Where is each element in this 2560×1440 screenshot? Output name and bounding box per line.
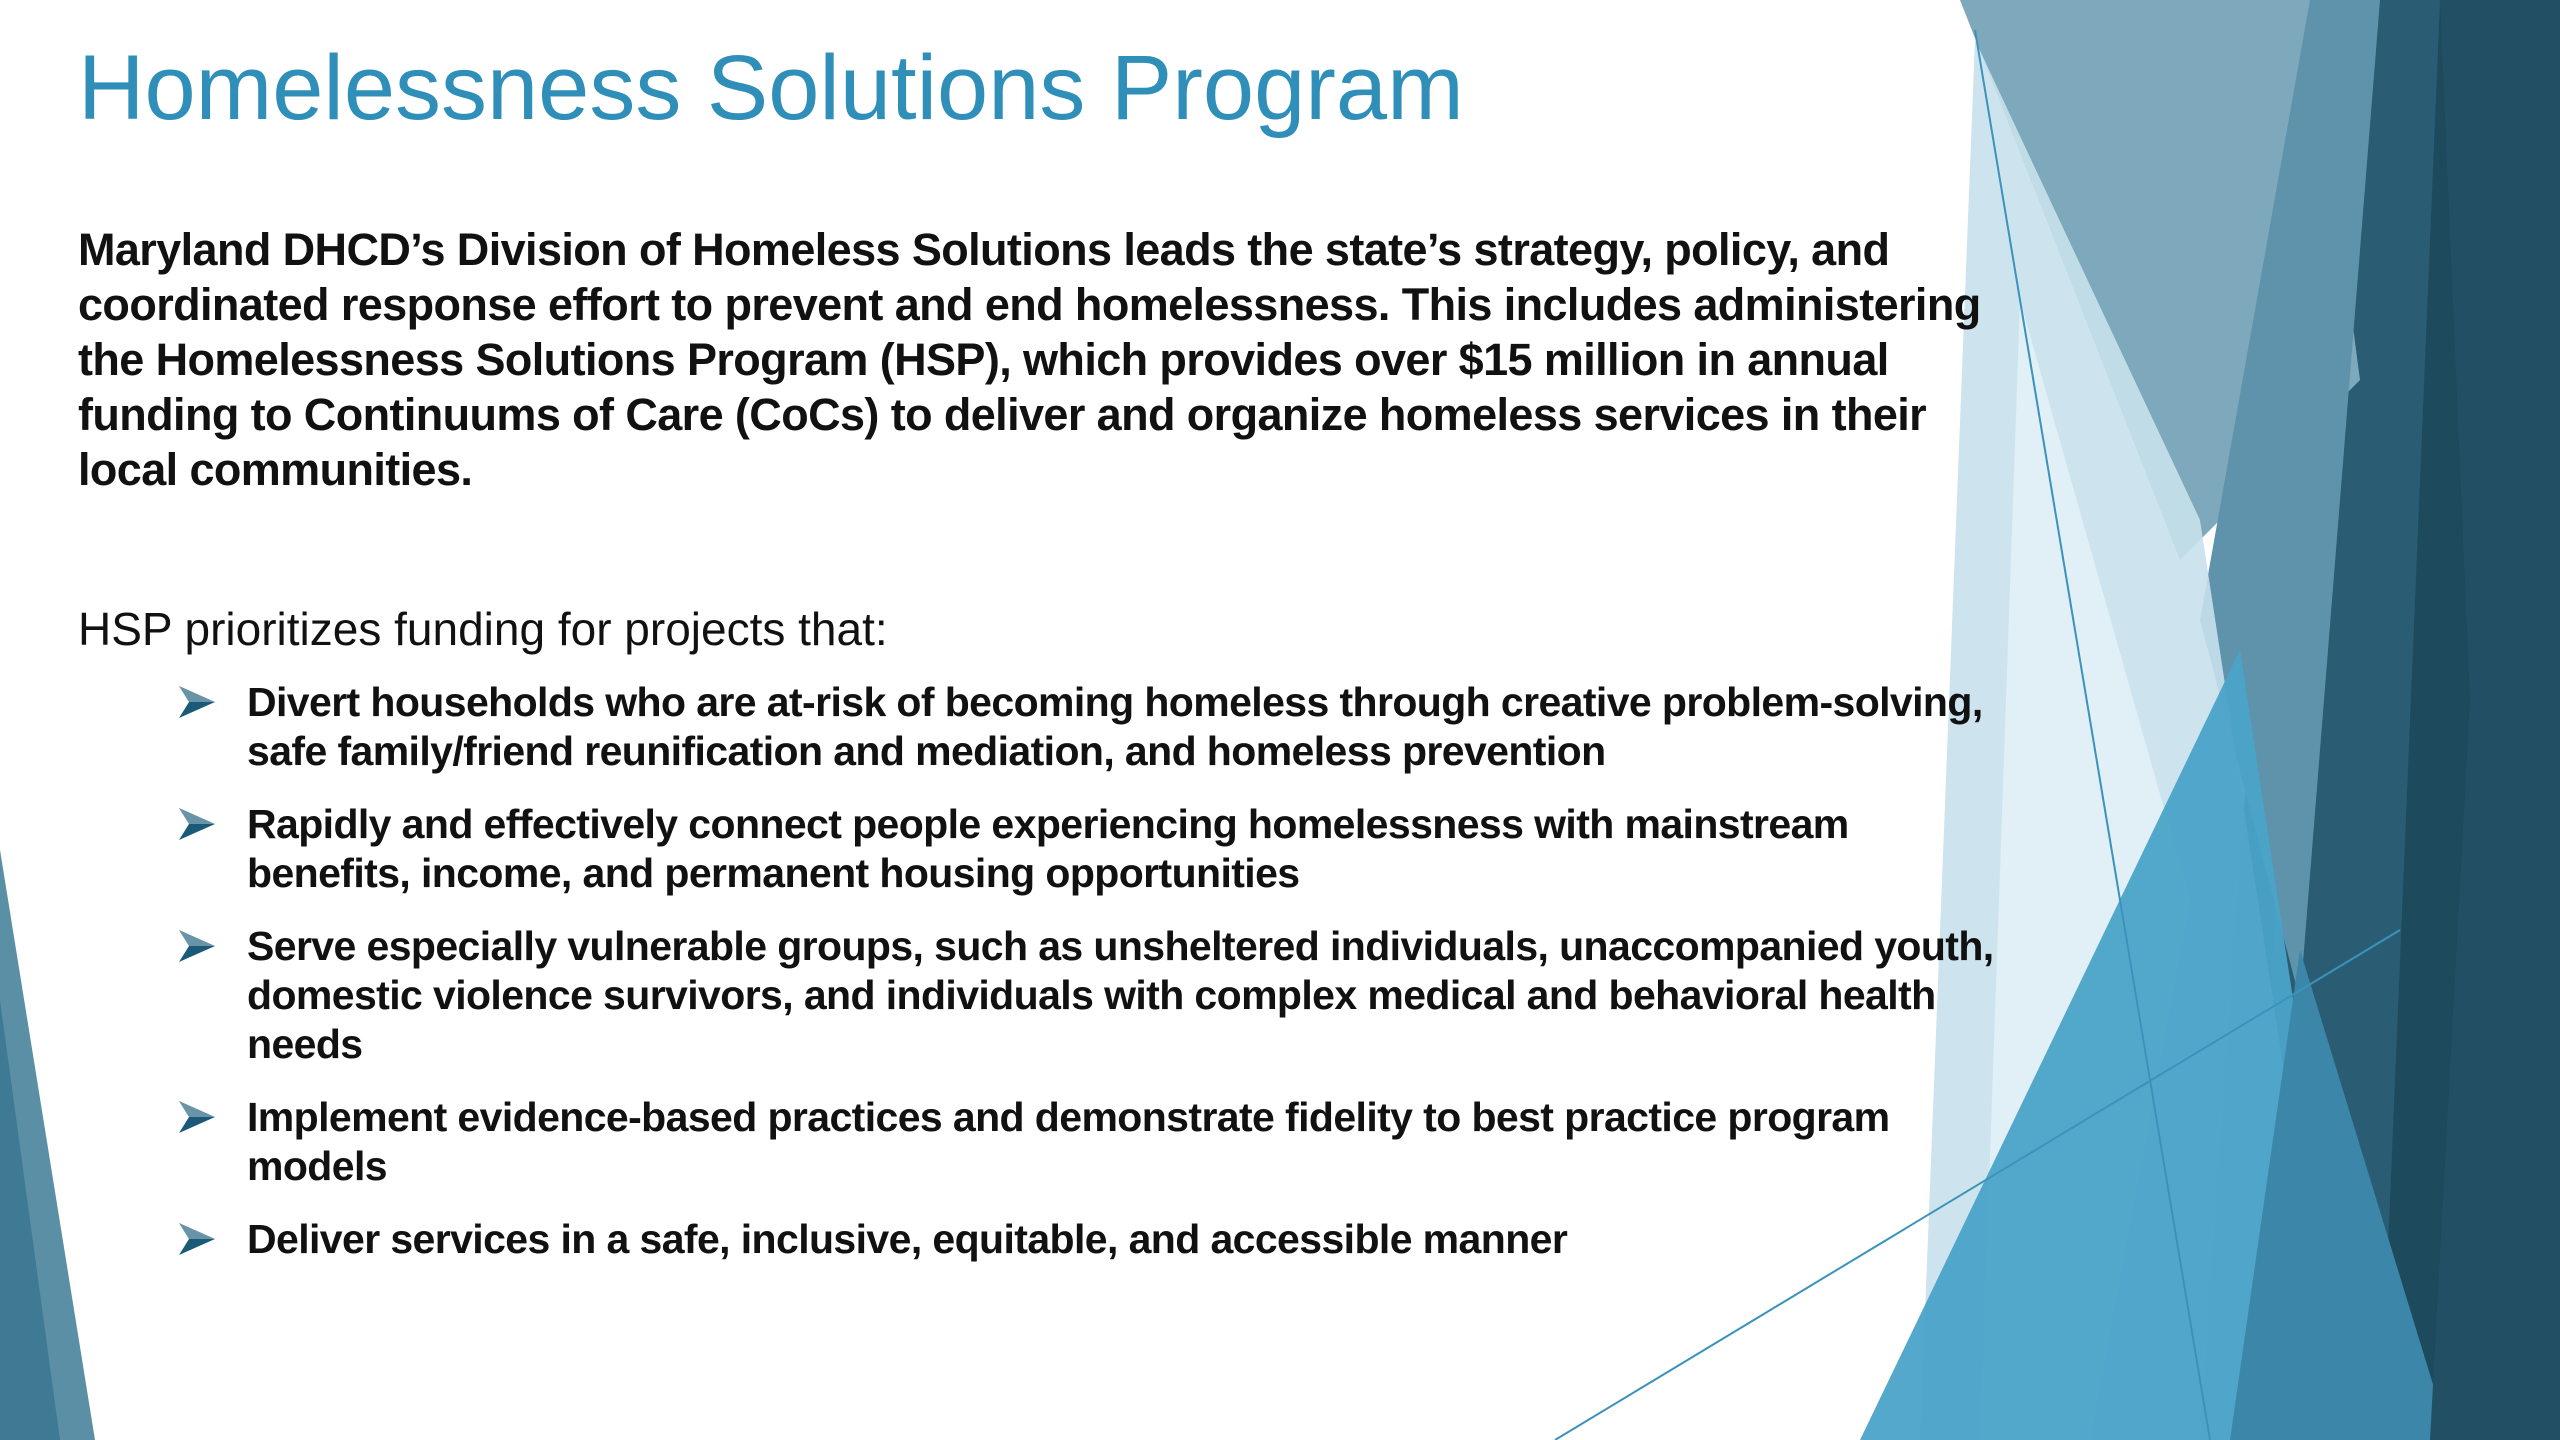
list-item bbox=[175, 1093, 2015, 1191]
arrow-bullet-icon bbox=[175, 680, 219, 724]
list-item-text: Rapidly and effectively connect people experiencing homelessness with mainstream benefits, income, and permanent housing opportunities bbox=[247, 801, 1849, 896]
arrow-bullet-icon bbox=[175, 924, 219, 968]
priorities-list bbox=[175, 678, 2015, 1288]
list-item-text: Implement evidence-based practices and demonstrate fidelity to best practice program models bbox=[247, 1094, 1890, 1189]
list-item bbox=[175, 800, 2015, 898]
arrow-bullet-icon bbox=[175, 1095, 219, 1139]
list-item-text: Serve especially vulnerable groups, such as unsheltered individuals, unaccompanied youth, domestic violence survivors, and individuals with complex medical and behavioral health needs bbox=[247, 923, 1994, 1067]
arrow-bullet-icon bbox=[175, 802, 219, 846]
intro-paragraph: Maryland DHCD’s Division of Homeless Solutions leads the state’s strategy, policy, and coordinated response effort to prevent and end homelessness. This includes administering the Homelessness Solutions Program (HSP), which provides over $15 million in annual funding to Continuums of Care (CoCs) to deliver and organize homeless services in their local communities. bbox=[78, 224, 1981, 495]
slide-title: Homelessness Solutions Program bbox=[78, 37, 1464, 139]
list-item-text: Deliver services in a safe, inclusive, equitable, and accessible manner bbox=[247, 1216, 1568, 1262]
list-item bbox=[175, 1215, 2015, 1264]
arrow-bullet-icon bbox=[175, 1217, 219, 1261]
list-item bbox=[175, 922, 2015, 1069]
priorities-lead: HSP prioritizes funding for projects that: bbox=[78, 603, 888, 655]
list-item bbox=[175, 678, 2015, 776]
list-item-text: Divert households who are at-risk of becoming homeless through creative problem-solving, safe family/friend reunification and mediation, and homeless prevention bbox=[247, 679, 1983, 774]
